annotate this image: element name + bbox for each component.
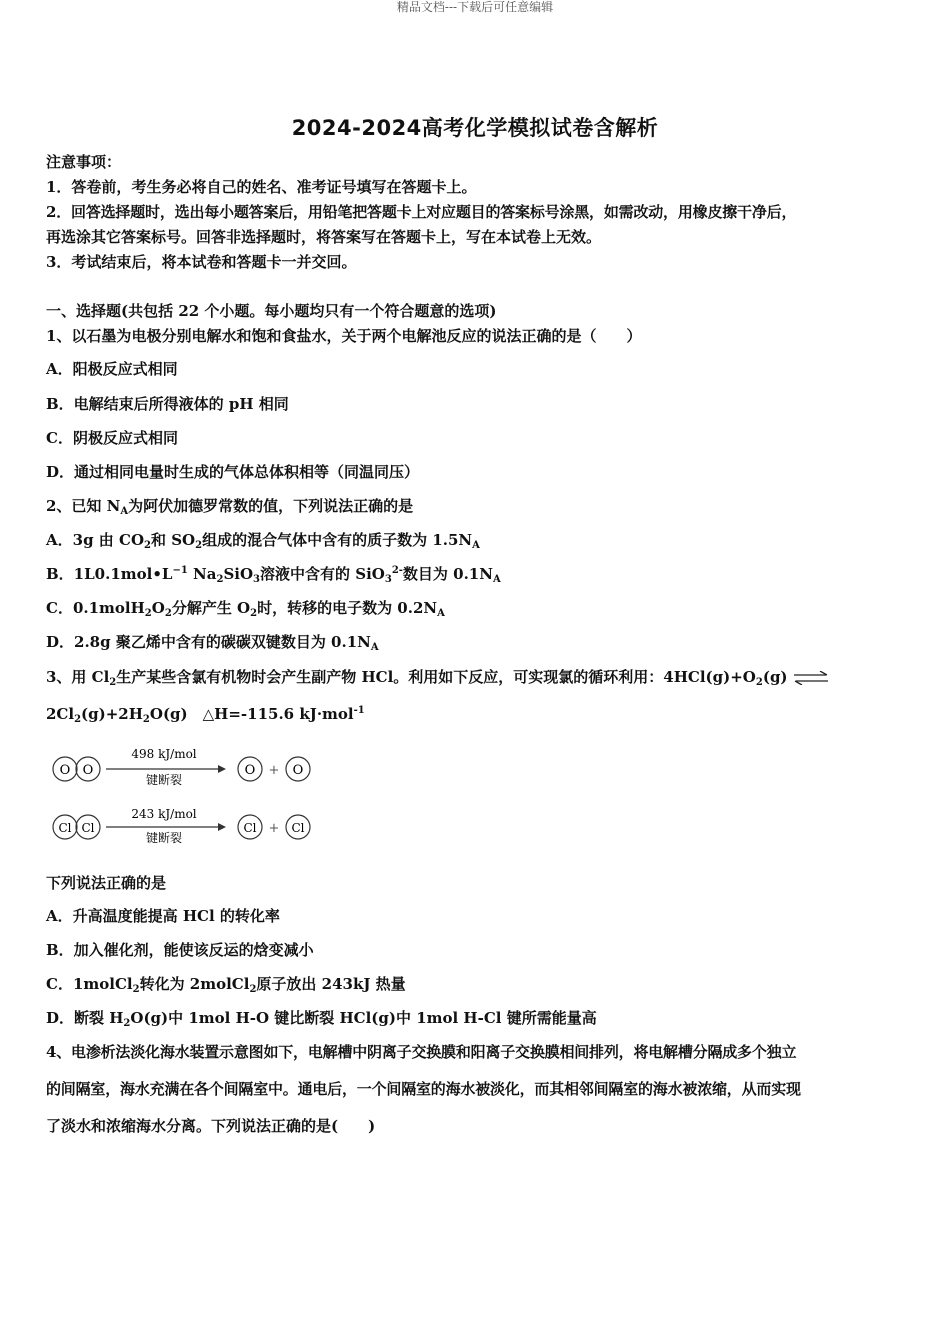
q3-stem-line1: 3、用 $Cl_2$生产某些含氯有机物时会产生副产物 HCl。利用如下反应，可实现氯的循环利用：$4HCl(g)+O_2(g)$ [46,667,906,687]
q4-stem-line2: 的间隔室，海水充满在各个间隔室中。通电后，一个间隔室的海水被淡化，而其相邻间隔室的海水被浓缩，从而实现 [46,1080,801,1098]
atom-label: O [292,763,304,778]
arrow-head-icon [218,765,226,773]
oxygen-molecule [53,757,100,781]
q3-option-b: B．加入催化剂，能使该反运的焓变减小 [46,941,314,959]
atom-label: Cl [81,821,95,835]
notice-heading: 注意事项： [46,153,122,171]
oxygen-atoms [238,757,310,781]
q3-prompt: 下列说法正确的是 [46,874,167,892]
q1-option-d: D．通过相同电量时生成的气体总体积相等（同温同压） [46,463,420,481]
atom-label: Cl [243,821,257,835]
q3-option-c: C．1molCl$_2$转化为 2molCl$_2$原子放出 243kJ 热量 [46,975,406,995]
page-title: 2024-2024高考化学模拟试卷含解析 [291,116,659,140]
q4-stem-line3: 了淡水和浓缩海水分离。下列说法正确的是( ) [46,1117,376,1135]
q2-stem: 2、已知 $N_A$为阿伏加德罗常数的值，下列说法正确的是 [46,497,414,517]
bond-break-note: 键断裂 [145,831,183,845]
q2-option-b: B．$1L0.1mol•L^{-1}$ $Na_2SiO_3$溶液中含有的 SiO$_3^{2-}$数目为 $0.1N_A$ [46,565,501,585]
arrow-head-icon [218,823,226,831]
notice-item-2-cont: 再选涂其它答案标号。回答非选择题时，将答案写在答题卡上，写在本试卷上无效。 [46,228,602,246]
notice-item-1: 1．答卷前，考生务必将自己的姓名、准考证号填写在答题卡上。 [46,178,477,196]
bond-energy-diagram [46,740,326,850]
q4-stem-line1: 4、电渗析法淡化海水装置示意图如下，电解槽中阴离子交换膜和阳离子交换膜相间排列，将电解槽分隔成多个独立 [46,1043,797,1061]
bond-energy-label: 243 kJ/mol [131,807,197,821]
atom-label: O [244,763,256,778]
q3-stem-line2: $2Cl_2(g)+2H_2O(g)$ △H=-115.6 kJ·mol$^{-1}$ [46,705,365,725]
notice-item-3: 3．考试结束后，将本试卷和答题卡一并交回。 [46,253,357,271]
equilibrium-arrow-icon [792,671,830,685]
page-header-watermark: 精品文档---下载后可任意编辑 [396,0,554,14]
section-heading: 一、选择题(共包括 22 个小题。每小题均只有一个符合题意的选项) [46,302,497,320]
q2-option-c: C．$0.1molH_2O_2$分解产生 $O_2$时，转移的电子数为 $0.2N_A$ [46,599,445,619]
chlorine-atoms [238,815,310,839]
q3-option-a: A．升高温度能提高 HCl 的转化率 [46,907,280,925]
plus-sign: + [268,763,280,778]
atom-label: Cl [58,821,72,835]
q2-option-d: D．2.8g 聚乙烯中含有的碳碳双键数目为 $0.1N_A$ [46,633,379,653]
q1-option-a: A．阳极反应式相同 [46,360,178,378]
q1-option-c: C．阴极反应式相同 [46,429,178,447]
bond-break-note: 键断裂 [145,773,183,787]
q2-option-a: A．3g 由 $CO_2$和 $SO_2$组成的混合气体中含有的质子数为 $1.5N_A$ [46,531,480,551]
q1-option-b: B．电解结束后所得液体的 pH 相同 [46,395,289,413]
plus-sign: + [268,821,280,836]
atom-label: O [82,763,94,778]
bond-energy-label: 498 kJ/mol [131,747,197,761]
q1-stem: 1、以石墨为电极分别电解水和饱和食盐水，关于两个电解池反应的说法正确的是（ ） [46,327,642,345]
atom-label: Cl [291,821,305,835]
chlorine-molecule [53,815,100,839]
notice-item-2: 2．回答选择题时，选出每小题答案后，用铅笔把答题卡上对应题目的答案标号涂黑，如需改动，用橡皮擦干净后， [46,203,797,221]
atom-label: O [59,763,71,778]
q3-option-d: D．断裂 $H_2O(g)$中 1mol H-O 键比断裂 HCl(g)中 1mol H-Cl 键所需能量高 [46,1009,597,1029]
